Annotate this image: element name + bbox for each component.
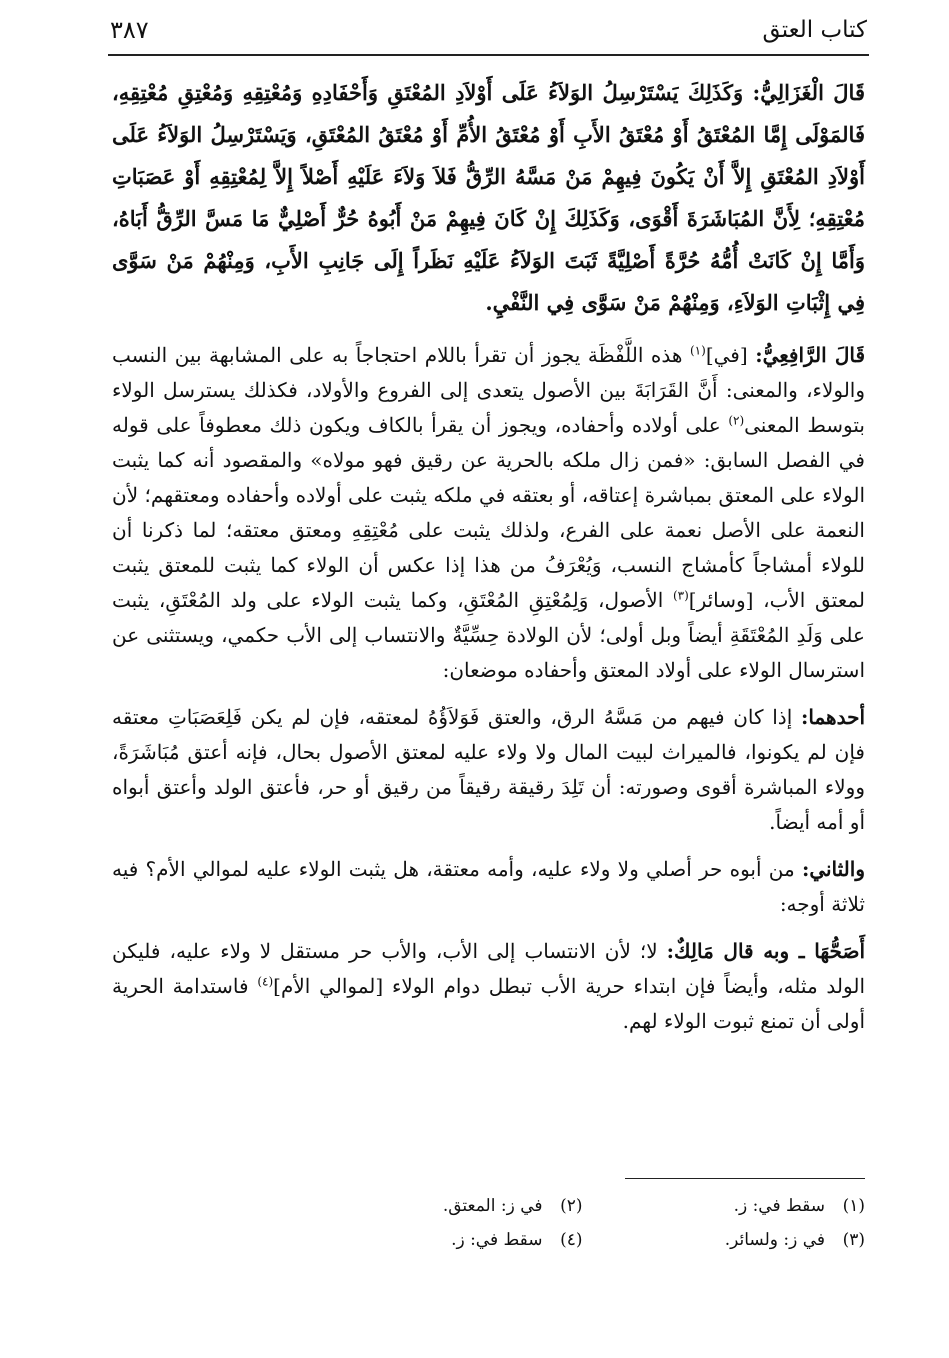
- paragraph-text: على أولاده وأحفاده، ويجوز أن يقرأ بالكاف ويكون ذلك معطوفاً على قوله في الفصل السابق: «فمن زال ملكه بالحرية عن رقيق فهو مولاه» والمقصود أنه كما يثبت الولاء على المعتق بمباشرة إعتاقه، أو بعتقه في ملكه يثبت على أولاده وأحفاده ومعتقهم؛ لأن النعمة على الأصل نعمة على الفرع، ولذلك يثبت على مُعْتِقِهِ ومعتق معتقه؛ لما ذكرنا أن للولاء أمشاجاً كأمشاج النسب، وَيُعْرَفُ من هذا إذا عكس أن الولاء كما يثبت للمعتق يثبت لمعتق الأب، [وسائر]: [112, 413, 866, 612]
- paragraph-text: لا؛ لأن الانتساب إلى الأب، والأب حر مستقل لا ولاء عليه، فليكن الولد مثله، وأيضاً فإن ابتداء حرية الأب تبطل دوام الولاء [لموالي الأم]: [112, 939, 865, 998]
- paragraph-text: [في]: [705, 343, 756, 367]
- paragraph-text: قَالَ الْغَزَالِيُّ: وَكَذَلِكَ يَسْتَرْسِلُ الوَلاَءُ عَلَى أَوْلاَدِ المُعْتَقِ وَأَحْفَادِهِ وَمُعْتِقِهِ وَمُعْتِقِ مُعْتِقِهِ، فَالمَوْلَى إِمَّا المُعْتَقُ أَوْ مُعْتَقُ الأَبِ أَوْ مُعْتَقُ الأُمِّ أَوْ مُعْتَقُ المُعْتَقِ، وَيَسْتَرْسِلُ الوَلاَءُ عَلَى أَوْلاَدِ المُعْتَقِ إِلاَّ أَنْ يَكُونَ فِيهِمْ مَنْ مَسَّهُ الرِّقُّ فَلاَ وَلاَءَ عَلَيْهِ أَصْلاً إِلاَّ لِمُعْتِقِهِ أَوْ عَصَبَاتِ مُعْتِقِهِ؛ لِأَنَّ المُبَاشَرَةَ أَقْوَى، وَكَذَلِكَ إِنْ كَانَ فِيهِمْ مَنْ أَبُوهُ حُرٌّ أَصْلِيٌّ مَا مَسَّ الرِّقُّ أَبَاهُ، وَأَمَّا إِنْ كَانَتْ أُمُّهُ حُرَّةً أَصْلِيَّةً ثَبَتَ الوَلاَءُ عَلَيْهِ نَظَراً إِلَى جَانِبِ الأَبِ، وَمِنْهُمْ مَنْ سَوَّى فِي إِثْبَاتِ الوَلاَءِ، وَمِنْهُمْ مَنْ سَوَّى فِي النَّفْيِ.: [112, 80, 865, 315]
- footnote-reference: (٢): [728, 413, 745, 428]
- footnote-text: سقط في: ز.: [451, 1230, 543, 1250]
- paragraph-lead: قَالَ الرَّافِعِيُّ:: [755, 343, 866, 367]
- footnote-reference: (١): [689, 343, 706, 358]
- commentary-paragraph: [112, 852, 865, 922]
- footnote-item: [583, 1226, 866, 1254]
- footnote-number: (١): [842, 1196, 865, 1216]
- footnote-reference: (٣): [672, 588, 689, 603]
- chapter-title: كتاب العتق: [762, 17, 867, 43]
- running-header: [110, 10, 867, 50]
- paragraph-lead: والثاني:: [801, 857, 865, 881]
- footnote-text: سقط في: ز.: [733, 1196, 825, 1216]
- commentary-paragraph: [112, 700, 865, 840]
- paragraph-lead: أحدهما:: [801, 705, 866, 729]
- paragraph-text: إذا كان فيهم من مَسَّهُ الرق، والعتق فَوَلاَؤُهُ لمعتقه، فإن لم يكن فَلِعَصَبَاتِ معتقه فإن لم يكونوا، فالميراث لبيت المال ولا ولاء عليه لمعتق الأصول بحال، فإنه أعتق مُبَاشَرَةً، وولاء المباشرة أقوى وصورته: أن تَلِدَ رقيقة رقيقاً من رقيق أو حر، فأعتق الولد وأعتق أبواه أو أمه أيضاً.: [112, 705, 865, 834]
- paragraph-lead: أَصَحُّهَا ـ وبه قال مَالِكٌ:: [666, 939, 865, 963]
- footnote-divider: [625, 1178, 865, 1179]
- commentary-paragraph: [112, 934, 865, 1039]
- main-text: [112, 72, 865, 1051]
- header-divider: [108, 54, 869, 56]
- paragraph-text: هذه اللَّفْظَة يجوز أن تقرأ باللام احتجاجاً به على المشابهة بين النسب والولاء، والمعنى: أَنَّ القَرَابَةَ بين الأصول يتعدى إلى الفروع والأولاد، فكذلك يسترسل الولاء بتوسط المعنى: [112, 343, 865, 437]
- footnote-reference: (٤): [257, 974, 274, 989]
- footnote-number: (٢): [560, 1196, 583, 1216]
- page-number: ٣٨٧: [110, 16, 149, 44]
- footnote-text: في ز: ولسائر.: [724, 1230, 825, 1250]
- footnote-number: (٣): [842, 1230, 865, 1250]
- commentary-paragraph: [112, 338, 865, 688]
- footnote-item: [583, 1192, 866, 1220]
- footnote-item: [300, 1192, 583, 1220]
- paragraph-text: من أبوه حر أصلي ولا ولاء عليه، وأمه معتقة، هل يثبت الولاء عليه لموالي الأم؟ فيه ثلاثة أوجه:: [112, 857, 865, 916]
- footnote-item: [300, 1226, 583, 1254]
- paragraph-text: الأصول، وَلِمُعْتِقِ المُعْتَقِ، وكما يثبت الولاء على ولد المُعْتَقِ، يثبت على وَلَدِ المُعْتَقَةِ أيضاً وبل أولى؛ لأن الولادة حِسِّيَّةٌ والانتساب إلى الأب حكمي، ويستثنى عن استرسال الولاء على أولاد المعتق وأحفاده موضعان:: [112, 588, 865, 682]
- footnotes: [300, 1192, 865, 1254]
- quoted-matn-paragraph: [112, 72, 865, 324]
- footnote-number: (٤): [560, 1230, 583, 1250]
- paragraph-text: فاستدامة الحرية أولى أن تمنع ثبوت الولاء لهم.: [112, 974, 865, 1033]
- footnote-text: في ز: المعتق.: [442, 1196, 543, 1216]
